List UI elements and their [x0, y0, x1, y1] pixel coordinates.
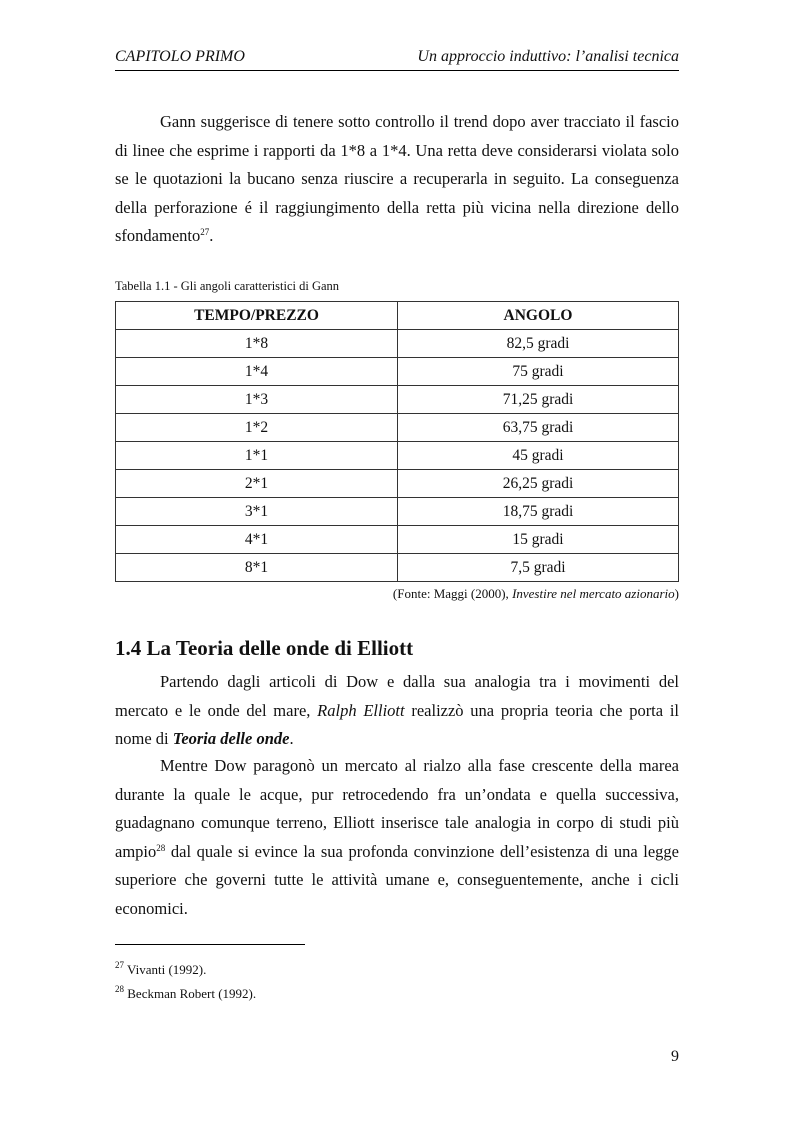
chapter-label: CAPITOLO PRIMO: [115, 48, 245, 65]
angle-cell: 26,25 gradi: [398, 470, 679, 498]
ratio-cell: 1*3: [116, 386, 398, 414]
table-row: [116, 386, 679, 414]
table-row: [116, 526, 679, 554]
ratio-cell: 1*4: [116, 358, 398, 386]
table-row: [116, 414, 679, 442]
gann-angles-table: [115, 301, 679, 582]
angle-cell: 45 gradi: [398, 442, 679, 470]
angle-cell: 71,25 gradi: [398, 386, 679, 414]
angle-cell: 63,75 gradi: [398, 414, 679, 442]
ratio-cell: 1*2: [116, 414, 398, 442]
ratio-cell: 3*1: [116, 498, 398, 526]
section-heading: 1.4 La Teoria delle onde di Elliott: [115, 636, 414, 660]
footnote-27: $^{27}$ Vivanti (1992).: [115, 960, 207, 977]
footnote-ref-28: 28: [156, 842, 166, 853]
theory-term: Teoria delle onde: [172, 729, 290, 748]
page-number: 9: [671, 1048, 679, 1065]
table-row: [116, 470, 679, 498]
paragraph-elliott-intro: Partendo dagli articoli di Dow e dalla sua analogia tra i movimenti del mercato e le onde del mare, Ralph Elliott realizzò una propria teoria che porta il nome di Teoria delle onde.: [115, 672, 680, 748]
table-row: [116, 442, 679, 470]
column-header-angolo: ANGOLO: [398, 302, 679, 330]
ratio-cell: 1*1: [116, 442, 398, 470]
table-source-note: (Fonte: Maggi (2000), Investire nel mercato azionario): [392, 586, 679, 601]
angle-cell: 82,5 gradi: [398, 330, 679, 358]
table-row: [116, 554, 679, 582]
table-row: [116, 358, 679, 386]
angle-cell: 75 gradi: [398, 358, 679, 386]
ratio-cell: 2*1: [116, 470, 398, 498]
table-header-row: [116, 302, 679, 330]
paragraph-gann: Gann suggerisce di tenere sotto controllo il trend dopo aver tracciato il fascio di linee che esprime i rapporti da 1*8 a 1*4. Una retta deve considerarsi violata solo se le quotazioni la bucano senza riuscire a recuperarla in seguito. La conseguenza della perforazione é il raggiungimento della retta più vicina nella direzione dello sfondamento$^{27}$.: [115, 112, 679, 245]
ratio-cell: 1*8: [116, 330, 398, 358]
footnote-divider: [115, 944, 305, 945]
paragraph-dow-comparison: Mentre Dow paragonò un mercato al rialzo alla fase crescente della marea durante la quale le acque, pur retrocedendo fra un’ondata e quella successiva, guadagnano comunque terreno, Elliott inserisce tale analogia in corpo di studi più ampio$^{28}$ dal quale si evince la sua profonda convinzione dell’esistenza di una legge superiore che governi tutte le attività umane e, conseguentemente, anche i cicli economici.: [115, 756, 679, 918]
table-row: [116, 498, 679, 526]
footnote-ref-27: 27: [200, 227, 210, 237]
ratio-cell: 8*1: [116, 554, 398, 582]
angle-cell: 15 gradi: [398, 526, 679, 554]
table-row: [116, 330, 679, 358]
angle-cell: 18,75 gradi: [398, 498, 679, 526]
running-header: [115, 48, 679, 71]
paragraph-gann-text: Gann suggerisce di tenere sotto controllo il trend dopo aver tracciato il fascio di linee che esprime i rapporti da 1*8 a 1*4. Una retta deve considerarsi violata solo se le quotazioni la bucano senza riuscire a recuperarla in seguito. La conseguenza della perforazione é il raggiungimento della retta più vicina nella direzione dello sfondamento: [115, 112, 679, 245]
source-title: Investire nel mercato azionario: [512, 586, 675, 601]
ratio-cell: 4*1: [116, 526, 398, 554]
column-header-tempo-prezzo: TEMPO/PREZZO: [116, 302, 398, 330]
footnote-28: $^{28}$ Beckman Robert (1992).: [115, 984, 257, 1001]
author-name: Ralph Elliott: [317, 700, 405, 720]
angle-cell: 7,5 gradi: [398, 554, 679, 582]
section-running-title: Un approccio induttivo: l’analisi tecnica: [417, 48, 679, 65]
table-caption: Tabella 1.1 - Gli angoli caratteristici di Gann: [115, 279, 340, 293]
